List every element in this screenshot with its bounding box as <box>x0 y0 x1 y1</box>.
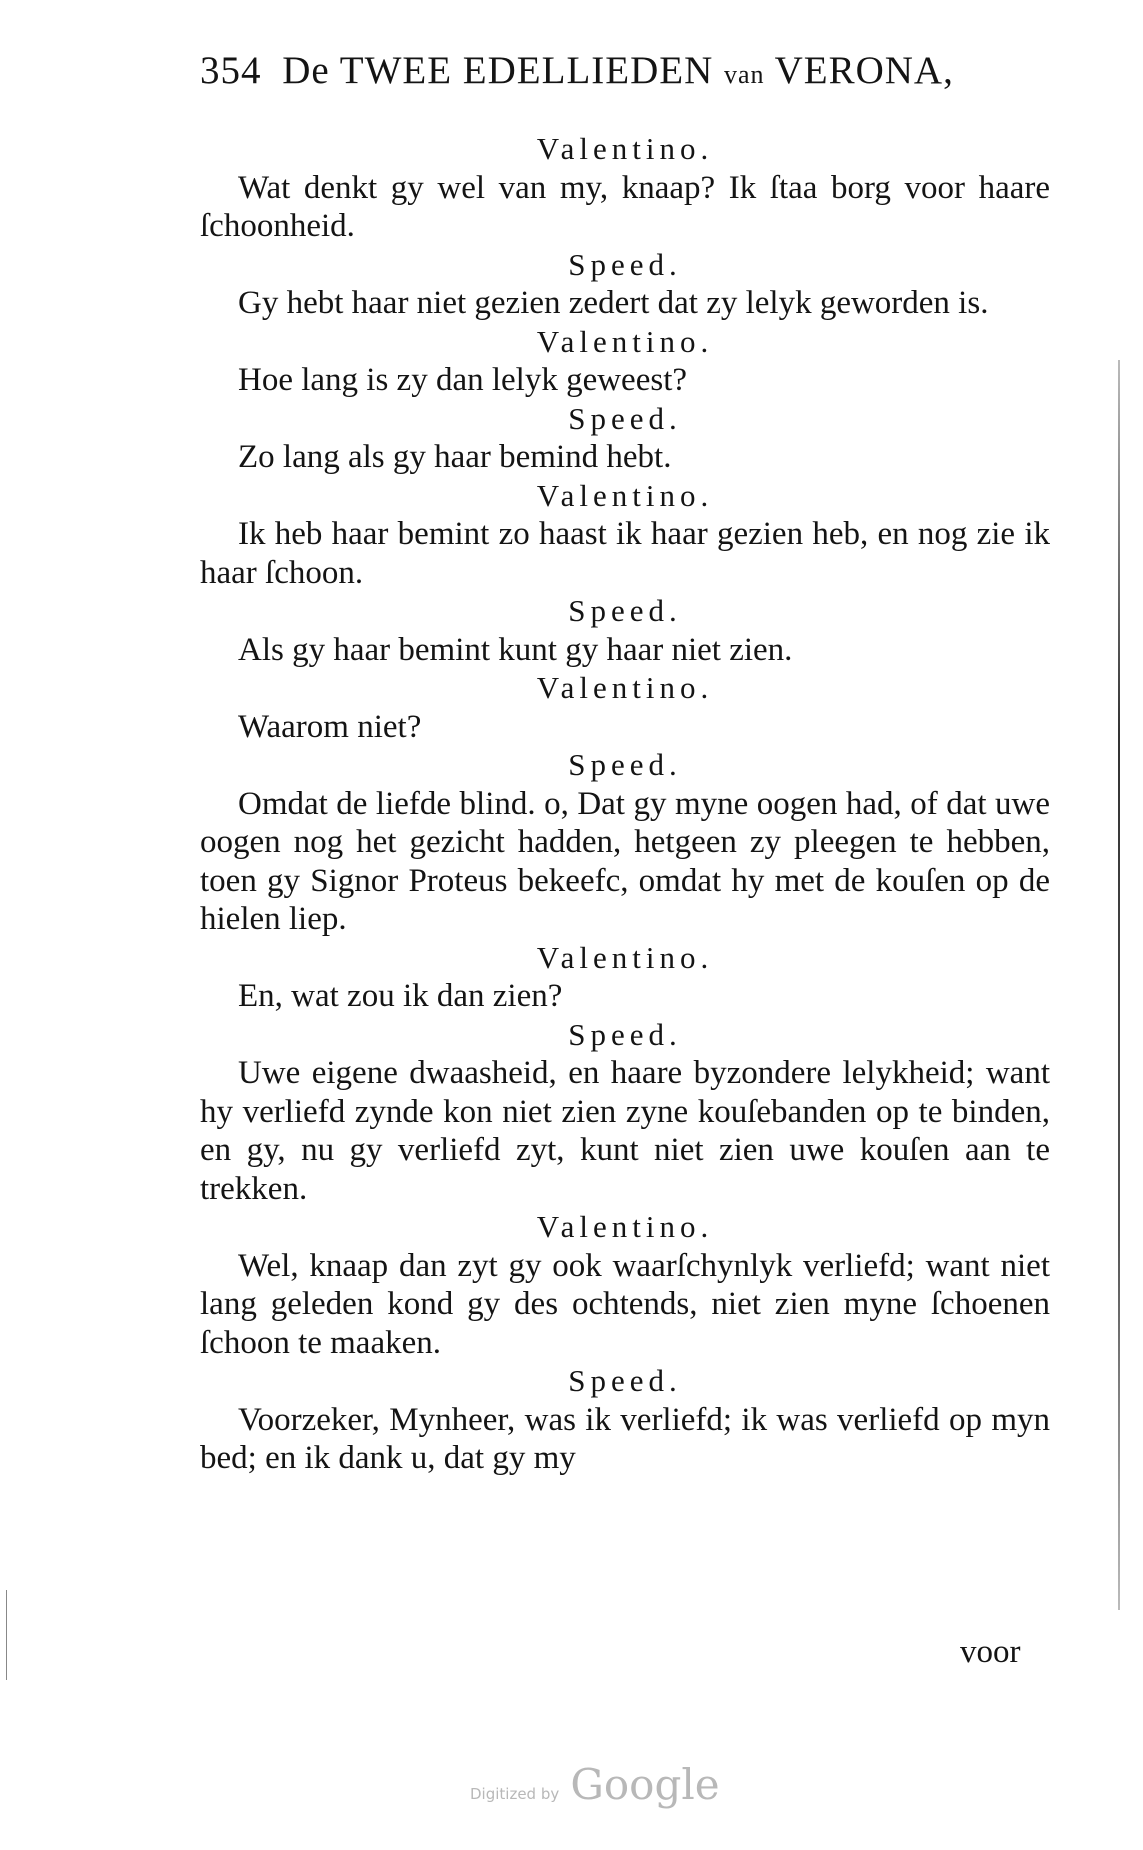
speech-text: Wat denkt gy wel van my, knaap? Ik ſtaa borg voor haare ſchoonheid. <box>200 169 1050 244</box>
speech-text: Omdat de liefde blind. o, Dat gy myne oogen had, of dat uwe oogen nog het gezicht hadden, hetgeen zy pleegen te hebben, toen gy Signor Proteus bekeefc, omdat hy met de kouſen op de hielen liep. <box>200 785 1050 937</box>
speaker-name: Speed. <box>568 246 682 282</box>
speech-text: Gy hebt haar niet gezien zedert dat zy lelyk geworden is. <box>238 285 989 321</box>
speech-text: Zo lang als gy haar bemind hebt. <box>238 439 672 475</box>
speaker-name: Valentino. <box>536 939 714 975</box>
page-edge-rule <box>1118 360 1120 1610</box>
page-edge-left-rule <box>6 1590 7 1680</box>
speech-text: Hoe lang is zy dan lelyk geweest? <box>238 362 688 398</box>
header-title-part1: TWEE EDELLIEDEN <box>339 49 714 92</box>
speaker-name: Valentino. <box>536 323 714 359</box>
page-number: 354 <box>200 49 262 92</box>
speaker-name: Valentino. <box>536 131 714 166</box>
digitized-label: Digitized by <box>470 1785 560 1803</box>
speech-text: Wel, knaap dan zyt gy ook waarſchynlyk verliefd; want niet lang geleden kond gy des ochtends, niet zien myne ſchoenen ſchoon te maaken. <box>200 1247 1050 1361</box>
speaker-name: Speed. <box>568 1016 682 1052</box>
speech-text: Uwe eigene dwaasheid, en haare byzondere lelykheid; want hy verliefd zynde kon niet zien zyne kouſebanden op te binden, en gy, nu gy verliefd zyt, kunt niet zien uwe kouſen aan te trekken. <box>200 1055 1050 1207</box>
running-header <box>200 48 1060 93</box>
catchword: voor <box>960 1634 1021 1670</box>
speaker-name: Speed. <box>568 1363 682 1398</box>
google-logo: Google <box>570 1760 720 1809</box>
header-title-de: De <box>282 49 330 92</box>
speech-text: En, wat zou ik dan zien? <box>238 978 563 1014</box>
speech-text: Voorzeker, Mynheer, was ik verliefd; ik was verliefd op myn bed; en ik dank u, dat gy my <box>200 1401 1050 1476</box>
speech-text: Waarom niet? <box>238 708 422 745</box>
header-title-part2: VERONA, <box>774 49 954 92</box>
speaker-name: Valentino. <box>536 1209 714 1244</box>
speech-text: Ik heb haar bemint zo haast ik haar gezien heb, en nog zie ik haar ſchoon. <box>200 516 1050 591</box>
speaker-name: Valentino. <box>536 477 714 513</box>
speech-text: Als gy haar bemint kunt gy haar niet zien. <box>238 631 793 668</box>
speaker-name: Valentino. <box>536 670 714 705</box>
speaker-name: Speed. <box>568 400 682 436</box>
speaker-name: Speed. <box>568 747 682 782</box>
digitized-watermark <box>470 1760 720 1809</box>
dialogue-body <box>200 130 1050 1478</box>
header-title-van: van <box>723 60 765 89</box>
speaker-name: Speed. <box>568 593 682 628</box>
